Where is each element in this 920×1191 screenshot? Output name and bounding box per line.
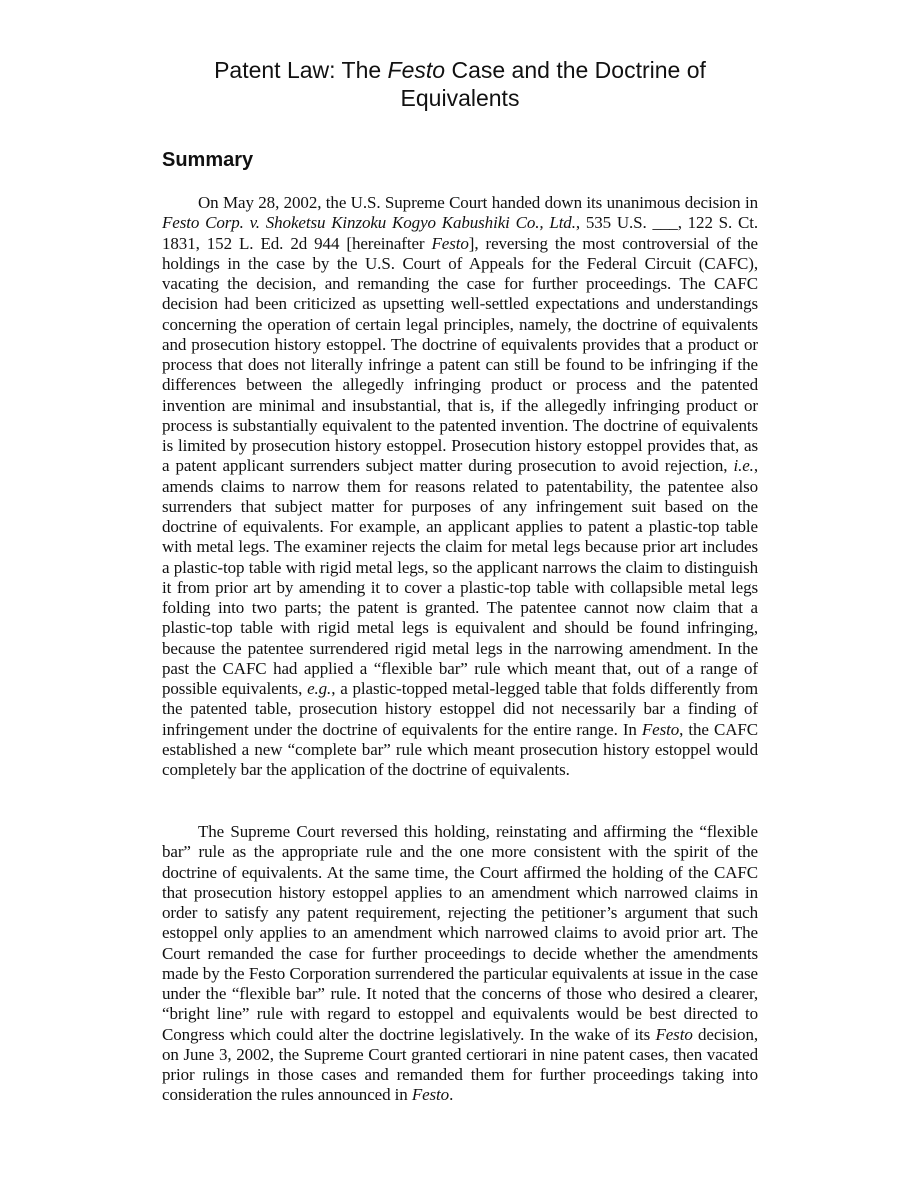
text-run: , the CAFC established a new “complete bar” rule which meant prosecution history estoppel would completely bar the application of the doctrine of equivalents. xyxy=(162,719,758,779)
text-run: , 535 U.S. ___, 122 S. Ct. 1831, 152 L. Ed. 2d 944 [hereinafter xyxy=(162,213,759,253)
italic-run: e.g. xyxy=(307,679,332,698)
italic-run: Festo xyxy=(431,233,469,253)
italic-run: i.e. xyxy=(733,456,754,476)
text-run: . xyxy=(449,1085,454,1105)
italic-run: Festo xyxy=(641,719,680,739)
title-before: Patent Law: The xyxy=(214,57,388,83)
italic-run: Festo xyxy=(411,1085,450,1105)
text-run: decision, on June 3, 2002, the Supreme Court granted certiorari in nine patent cases, then vacated prior rulings in those cases and remanded them for further proceedings taking into consideration the rules announced in xyxy=(162,1024,758,1105)
italic-run: Festo Corp. v. Shoketsu Kinzoku Kogyo Kabushiki Co., Ltd. xyxy=(162,213,576,233)
text-run: , a plastic-topped metal-legged table that folds differently from the patented table, prosecution history estoppel did not necessarily bar a finding of infringement under the doctrine of equivalents for the entire range. In xyxy=(162,679,758,739)
text-run: ], reversing the most controversial of the holdings in the case by the U.S. Court of Appeals for the Federal Circuit (CAFC), vacating the decision, and remanding the case for further proceedings. The CAFC decision had been criticized as upsetting well-settled expectations and understandings concerning the operation of certain legal principles, namely, the doctrine of equivalents and prosecution history estoppel. The doctrine of equivalents provides that a product or process that does not literally infringe a patent can still be found to be infringing if the differences between the allegedly infringing product or process and the patented invention are minimal and insubstantial, that is, if the allegedly infringing product or process is substantially equivalent to the patented invention. The doctrine of equivalents is limited by prosecution history estoppel. Prosecution history estoppel provides that, as a patent applicant surrenders subject matter during prosecution to avoid rejection, xyxy=(162,233,758,476)
italic-run: Festo xyxy=(655,1024,693,1044)
text-run: , amends claims to narrow them for reasons related to patentability, the patentee also surrenders that subject matter for purposes of any infringement suit based on the doctrine of equivalents. For example, an applicant applies to patent a plastic-top table with metal legs. The examiner rejects the claim for metal legs because prior art includes a plastic-top table with rigid metal legs, so the applicant narrows the claim to distinguish it from prior art by amending it to cover a plastic-top table with collapsible metal legs folding into two parts; the patent is granted. The patentee cannot now claim that a plastic-top table with rigid metal legs is equivalent and should be found infringing, because the patentee surrendered rigid metal legs in the narrowing amendment. In the past the CAFC had applied a “flexible bar” rule which meant that, out of a range of possible equivalents, xyxy=(162,456,758,698)
text-run: On May 28, 2002, the U.S. Supreme Court handed down its unanimous decision in xyxy=(198,193,758,212)
paragraph xyxy=(162,822,758,1106)
title-italic: Festo xyxy=(387,57,446,83)
title-after: Case and the Doctrine of Equivalents xyxy=(400,57,706,111)
text-run: The Supreme Court reversed this holding, reinstating and affirming the “flexible bar” rule as the appropriate rule and the one more consistent with the spirit of the doctrine of equivalents. At the same time, the Court affirmed the holding of the CAFC that prosecution history estoppel applies to an amendment which narrowed claims in order to satisfy any patent requirement, rejecting the petitioner’s argument that such estoppel only applies to an amendment which narrowed claims to avoid prior art. The Court remanded the case for further proceedings to decide whether the amendments made by the Festo Corporation surrendered the particular equivalents at issue in the case under the “flexible bar” rule. It noted that the concerns of those who desired a clearer, “bright line” rule with regard to estoppel and equivalents would be best directed to Congress which could alter the doctrine legislatively. In the wake of its xyxy=(162,822,758,1044)
section-heading: Summary xyxy=(162,149,254,171)
paragraph xyxy=(162,193,758,780)
document-title xyxy=(162,56,758,112)
